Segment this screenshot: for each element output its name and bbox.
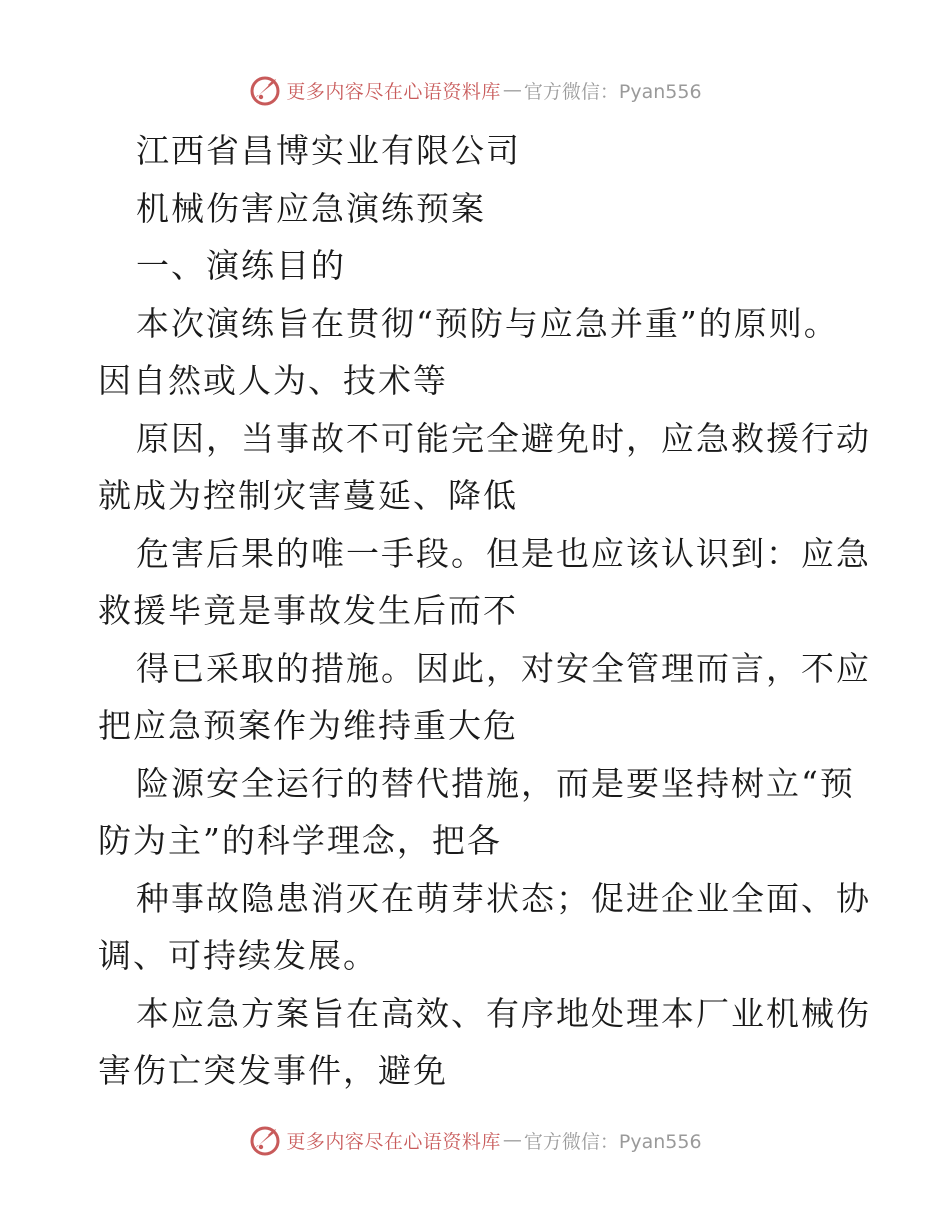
paragraph-line: 把应急预案作为维持重大危 [98, 706, 518, 745]
quill-logo-icon [248, 73, 282, 107]
header-banner [0, 70, 950, 110]
banner-wechat-text: 官方微信：Pyan556 [523, 80, 702, 103]
paragraph-line: 本应急方案旨在高效、有序地处理本厂业机械伤 [136, 993, 871, 1033]
quill-logo-icon [248, 1123, 282, 1157]
banner-brand-text: 更多内容尽在心语资料库 [286, 1130, 501, 1153]
paragraph-line: 得已采取的措施。因此，对安全管理而言，不应 [136, 648, 871, 688]
section-heading: 一、演练目的 [136, 246, 346, 285]
banner-wechat-text: 官方微信：Pyan556 [523, 1130, 702, 1153]
paragraph-line: 就成为控制灾害蔓延、降低 [98, 476, 518, 515]
banner-separator: — [502, 1129, 522, 1151]
banner-brand-text: 更多内容尽在心语资料库 [286, 80, 501, 103]
document-title: 机械伤害应急演练预案 [136, 188, 486, 228]
paragraph-line: 险源安全运行的替代措施，而是要坚持树立“预 [136, 763, 855, 803]
paragraph-line: 危害后果的唯一手段。但是也应该认识到：应急 [136, 533, 871, 573]
paragraph-line: 防为主”的科学理念，把各 [98, 821, 502, 860]
footer-banner [0, 1120, 950, 1160]
company-name: 江西省昌博实业有限公司 [136, 131, 521, 170]
paragraph-line: 救援毕竟是事故发生后而不 [98, 591, 518, 630]
paragraph-line: 种事故隐患消灭在萌芽状态；促进企业全面、协 [136, 878, 871, 918]
paragraph-line: 本次演练旨在贯彻“预防与应急并重”的原则。 [136, 303, 839, 343]
banner-separator: — [502, 79, 522, 101]
paragraph-line: 原因，当事故不可能完全避免时，应急救援行动 [136, 418, 871, 458]
paragraph-line: 害伤亡突发事件，避免 [98, 1051, 448, 1090]
paragraph-line: 因自然或人为、技术等 [98, 361, 448, 400]
document-body [98, 122, 871, 1100]
paragraph-line: 调、可持续发展。 [98, 936, 378, 975]
